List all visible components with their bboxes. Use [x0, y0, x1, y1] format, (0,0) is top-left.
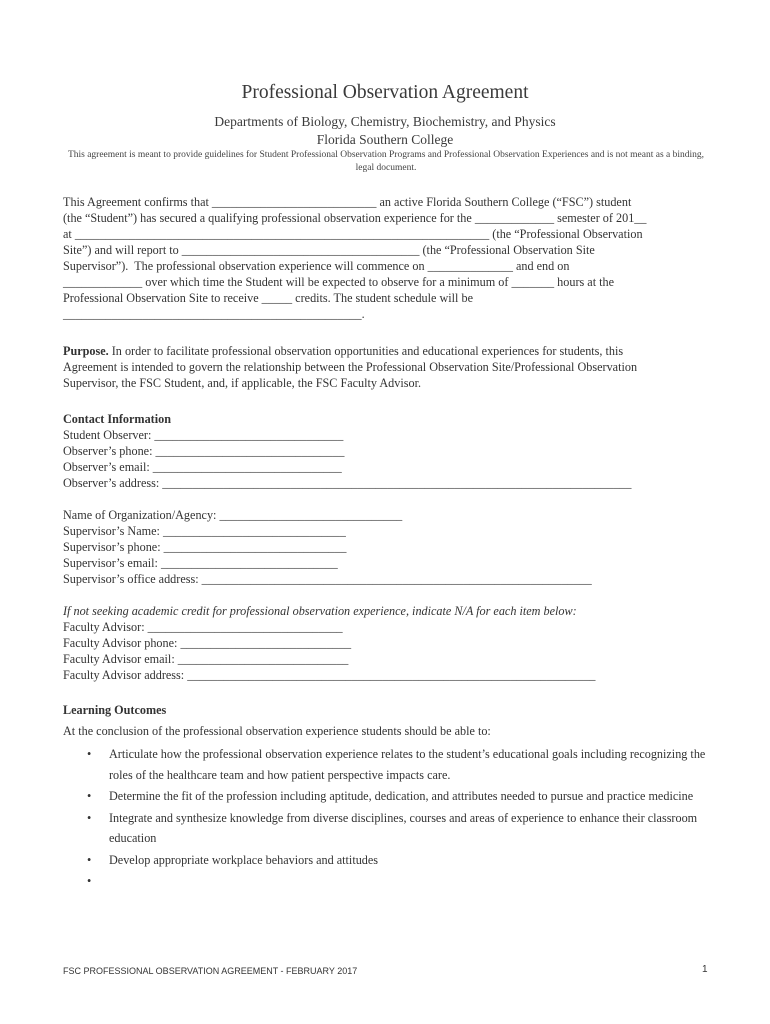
- supervisor-email-field[interactable]: Supervisor’s email: _____________________________: [63, 556, 338, 570]
- list-item-text: Integrate and synthesize knowledge from diverse disciplines, courses and areas of experience to enhance their classroom education: [109, 810, 698, 845]
- intro-line: _________________________________________________.: [63, 307, 365, 321]
- list-item: [63, 786, 713, 807]
- list-item: [63, 871, 713, 891]
- outcomes-list: [63, 744, 713, 892]
- supervisor-name-field[interactable]: Supervisor’s Name: ______________________________: [63, 524, 346, 538]
- supervisor-address-field[interactable]: Supervisor’s office address: ________________________________________________________________: [63, 572, 592, 586]
- intro-line: at ____________________________________________________________________ (the “Professional Observation: [63, 227, 643, 241]
- intro-line: Supervisor”). The professional observation experience will commence on ______________ and end on: [63, 259, 570, 273]
- outcomes-heading: Learning Outcomes: [63, 703, 167, 717]
- page-number: 1: [702, 964, 708, 975]
- list-item: [63, 744, 713, 785]
- organization-field[interactable]: Name of Organization/Agency: ______________________________: [63, 508, 403, 522]
- purpose-line: Supervisor, the FSC Student, and, if applicable, the FSC Faculty Advisor.: [63, 376, 422, 390]
- contact-heading: Contact Information: [63, 412, 171, 426]
- observer-phone-field[interactable]: Observer’s phone: _______________________________: [63, 444, 345, 458]
- faculty-address-field[interactable]: Faculty Advisor address: ___________________________________________________________________: [63, 668, 596, 682]
- bullet-icon: •: [87, 810, 92, 825]
- faculty-advisor-field[interactable]: Faculty Advisor: ________________________________: [63, 620, 343, 634]
- observer-address-field[interactable]: Observer’s address: _____________________________________________________________________________: [63, 476, 632, 490]
- outcomes-intro: At the conclusion of the professional observation experience students should be able to:: [63, 724, 491, 738]
- document-title: Professional Observation Agreement: [241, 82, 529, 103]
- purpose-line: In order to facilitate professional observation opportunities and educational experiences for students, this: [108, 344, 624, 358]
- bullet-icon: •: [87, 874, 92, 888]
- intro-line: Site”) and will report to _______________________________________ (the “Professional Observation Site: [63, 243, 595, 257]
- faculty-note: If not seeking academic credit for professional observation experience, indicate N/A for each item below:: [63, 604, 577, 618]
- college-name: Florida Southern College: [316, 132, 454, 147]
- intro-line: This Agreement confirms that ___________________________ an active Florida Southern College (“FSC”) student: [63, 195, 632, 209]
- list-item-text: Develop appropriate workplace behaviors and attitudes: [109, 852, 379, 867]
- list-item: [63, 808, 713, 849]
- list-item-text: Determine the fit of the profession including aptitude, dedication, and attributes needed to pursue and practice medicine: [109, 789, 694, 803]
- bullet-icon: •: [87, 747, 92, 761]
- faculty-phone-field[interactable]: Faculty Advisor phone: ____________________________: [63, 636, 352, 650]
- faculty-email-field[interactable]: Faculty Advisor email: ____________________________: [63, 652, 349, 666]
- observer-email-field[interactable]: Observer’s email: _______________________________: [63, 460, 342, 474]
- departments-subtitle: Departments of Biology, Chemistry, Biochemistry, and Physics: [214, 114, 556, 129]
- bullet-icon: •: [87, 852, 92, 867]
- intro-line: (the “Student”) has secured a qualifying professional observation experience for the _____________ semester of 201__: [63, 211, 647, 225]
- supervisor-phone-field[interactable]: Supervisor’s phone: ______________________________: [63, 540, 347, 554]
- disclaimer-text: This agreement is meant to provide guidelines for Student Professional Observation Programs and Professional Observation Experiences and is not meant as a binding, legal document.: [67, 150, 705, 173]
- intro-paragraph: [63, 194, 703, 322]
- purpose-label: Purpose.: [63, 344, 109, 358]
- bullet-icon: •: [87, 789, 92, 803]
- list-item-text: Articulate how the professional observation experience relates to the student’s educational goals including recognizing the roles of the healthcare team and how patient perspective impacts care.: [109, 747, 706, 782]
- intro-line: Professional Observation Site to receive _____ credits. The student schedule will be: [63, 291, 473, 305]
- list-item: [63, 850, 713, 871]
- purpose-paragraph: [63, 343, 703, 391]
- intro-line: _____________ over which time the Student will be expected to observe for a minimum of _______ hours at the: [63, 275, 615, 289]
- purpose-line: Agreement is intended to govern the relationship between the Professional Observation Site/Professional Observation: [63, 360, 638, 374]
- page-footer: FSC PROFESSIONAL OBSERVATION AGREEMENT - FEBRUARY 2017: [63, 966, 358, 976]
- student-observer-field[interactable]: Student Observer: _______________________________: [63, 428, 344, 442]
